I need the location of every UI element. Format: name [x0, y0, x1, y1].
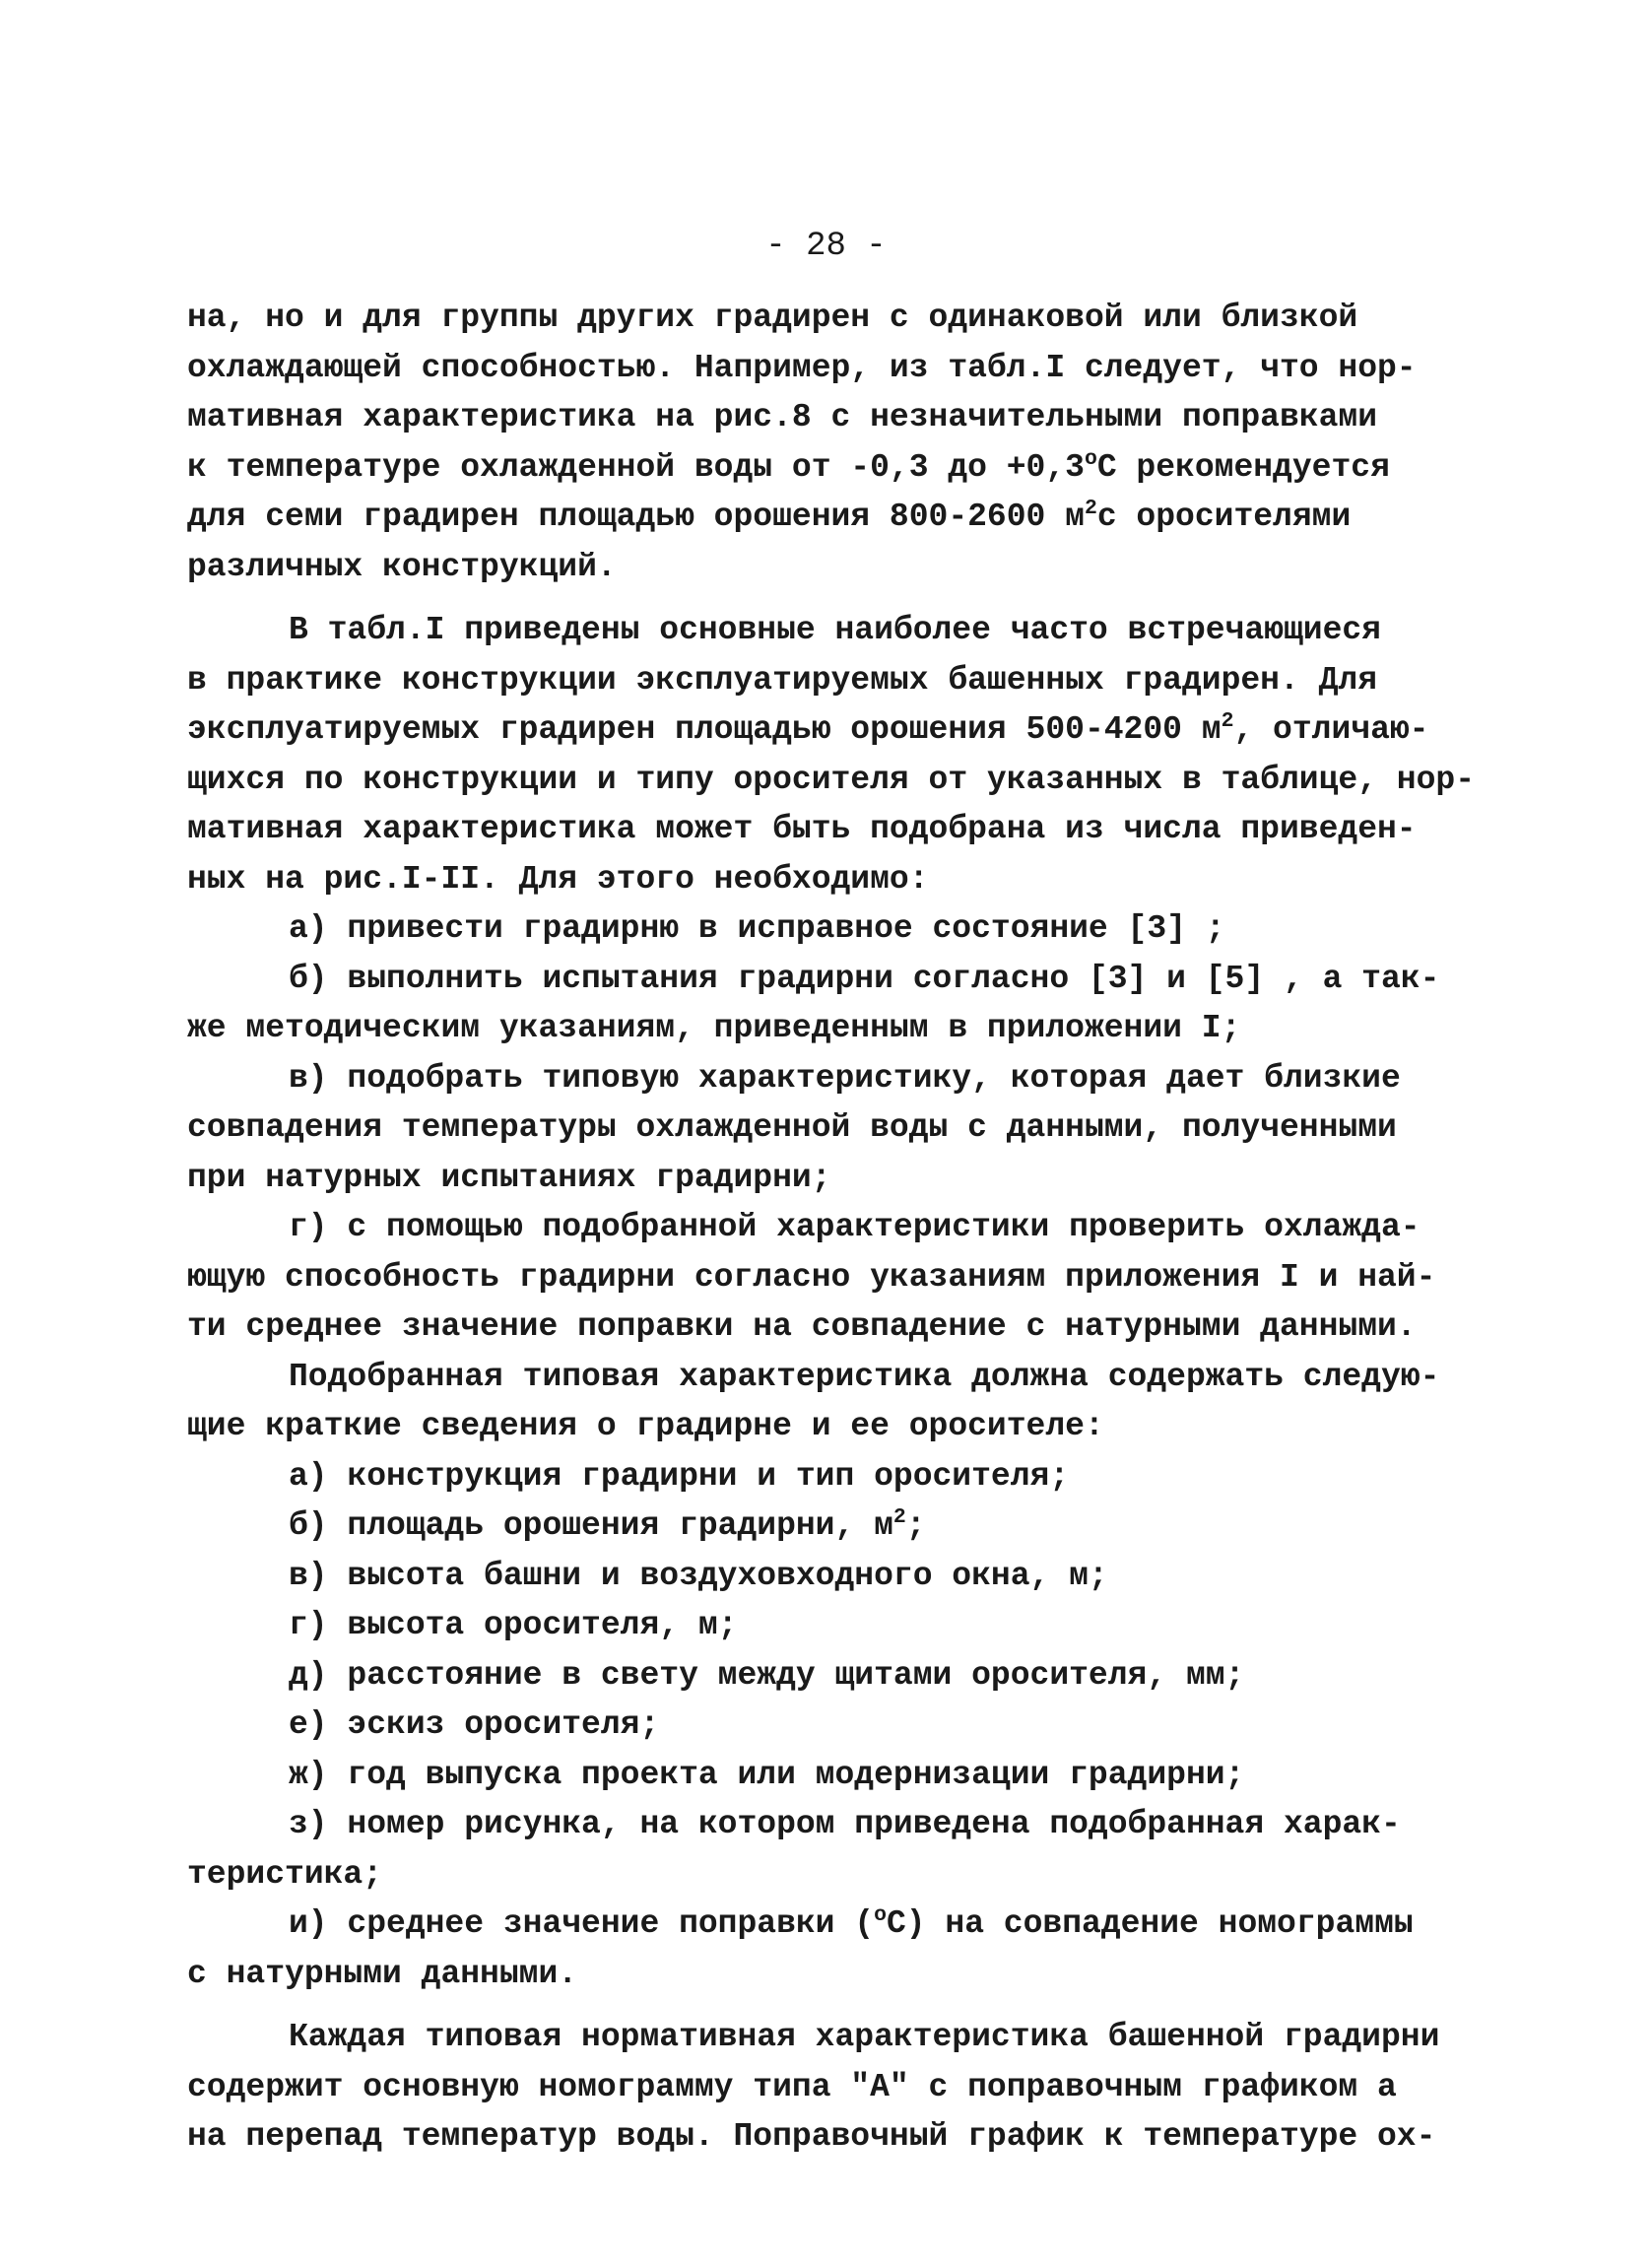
text-line-main: а) конструкция градирни и тип оросителя;: [289, 1457, 1070, 1495]
text-line: [187, 1402, 1537, 1452]
text-line-main: для семи градирен площадью орошения 800-2600 м: [187, 499, 1085, 535]
text-line: [187, 705, 1537, 756]
text-line-main: в) высота башни и воздуховходного окна, м;: [289, 1557, 1108, 1594]
text-line: [187, 1800, 1537, 1850]
text-line-main: мативная характеристика может быть подобрана из числа приведен-: [187, 811, 1417, 847]
text-line-main: различных конструкций.: [187, 548, 617, 585]
text-line-main: в практике конструкции эксплуатируемых башенных градирен. Для: [187, 661, 1377, 699]
body-text: [187, 294, 1537, 2163]
text-line: [187, 1601, 1537, 1651]
text-line: [187, 656, 1537, 706]
text-line-main: мативная характеристика на рис.8 с незначительными поправками: [187, 399, 1377, 435]
text-line: [187, 2063, 1537, 2113]
text-line-main: охлаждающей способностью. Например, из табл.I следует, что нор-: [187, 349, 1417, 386]
text-line-main: ющую способность градирни согласно указаниям приложения I и най-: [187, 1258, 1436, 1296]
text-line-main: ти среднее значение поправки на совпадение с натурными данными.: [187, 1308, 1417, 1345]
text-line: [187, 344, 1537, 394]
text-line-main: а) привести градирню в исправное состояние [3] ;: [289, 910, 1225, 947]
text-line-main: б) выполнить испытания градирни согласно [3] и [5] , а так-: [289, 960, 1440, 997]
text-line: [187, 1154, 1537, 1204]
text-line: [187, 393, 1537, 443]
text-line-main: б) площадь орошения градирни, м: [289, 1507, 893, 1544]
text-line: [187, 2013, 1537, 2063]
superscript: 2: [1084, 497, 1097, 521]
text-line-main: е) эскиз оросителя;: [289, 1706, 660, 1743]
text-line: [187, 1054, 1537, 1104]
text-line: [187, 543, 1537, 593]
text-line: [187, 1950, 1537, 2000]
text-line: [187, 1900, 1537, 1950]
text-line-main: з) номер рисунка, на котором приведена подобранная харак-: [289, 1806, 1401, 1842]
text-line-main: совпадения температуры охлажденной воды с данными, полученными: [187, 1109, 1397, 1146]
text-line: [187, 1253, 1537, 1303]
text-line: [187, 1552, 1537, 1602]
text-line-tail: с оросителями: [1096, 499, 1352, 535]
superscript: 2: [1221, 709, 1234, 734]
text-line: [187, 955, 1537, 1005]
text-line-main: эксплуатируемых градирен площадью орошения 500-4200 м: [187, 711, 1222, 748]
text-line: [187, 493, 1537, 543]
text-line: [187, 1751, 1537, 1801]
text-line: [187, 904, 1537, 955]
text-line: [187, 294, 1537, 344]
text-line-main: щихся по конструкции и типу оросителя от указанных в таблице, нор-: [187, 761, 1476, 798]
text-line-main: ж) год выпуска проекта или модернизации градирни;: [289, 1756, 1245, 1793]
text-line-main: на, но и для группы других градирен с одинаковой или близкой: [187, 300, 1358, 336]
text-line-main: же методическим указаниям, приведенным в приложении I;: [187, 1010, 1241, 1046]
text-line-main: к температуре охлажденной воды от -0,3 до +0,3: [187, 448, 1085, 486]
text-line: [187, 1501, 1537, 1552]
text-line-main: с натурными данными.: [187, 1955, 578, 1992]
text-line: [187, 1850, 1537, 1901]
text-line: [187, 1701, 1537, 1751]
text-line-main: щие краткие сведения о градирне и ее оросителе:: [187, 1408, 1104, 1444]
text-line-main: Каждая типовая нормативная характеристика башенной градирни: [289, 2019, 1440, 2055]
superscript: o: [1084, 446, 1097, 471]
text-line-tail: , отличаю-: [1233, 711, 1429, 748]
text-line: [187, 1651, 1537, 1701]
superscript: 2: [892, 1505, 906, 1530]
text-line-main: на перепад температур воды. Поправочный график к температуре ох-: [187, 2118, 1436, 2155]
text-line: [187, 1203, 1537, 1253]
text-line: [187, 1452, 1537, 1502]
page-number: - 28 -: [765, 228, 887, 265]
paragraph-gap: [187, 1999, 1537, 2013]
superscript: o: [874, 1903, 887, 1928]
text-line: [187, 2112, 1537, 2163]
text-line: [187, 1004, 1537, 1054]
text-line-main: содержит основную номограмму типа "A" с поправочным графиком а: [187, 2068, 1397, 2105]
text-line: [187, 1353, 1537, 1403]
text-line-main: г) высота оросителя, м;: [289, 1607, 738, 1643]
text-line-tail: С) на совпадение номограммы: [886, 1905, 1414, 1942]
text-line-main: теристика;: [187, 1855, 383, 1893]
text-line: [187, 756, 1537, 806]
text-line: [187, 855, 1537, 905]
paragraph-gap: [187, 592, 1537, 606]
text-line-main: д) расстояние в свету между щитами оросителя, мм;: [289, 1656, 1245, 1694]
text-line: [187, 443, 1537, 494]
text-line-main: в) подобрать типовую характеристику, которая дает близкие: [289, 1059, 1401, 1097]
text-line-main: при натурных испытаниях градирни;: [187, 1159, 831, 1196]
text-line: [187, 1103, 1537, 1154]
text-line-main: г) с помощью подобранной характеристики проверить охлажда-: [289, 1209, 1421, 1245]
text-line-tail: ;: [905, 1507, 926, 1544]
text-line-tail: С рекомендуется: [1096, 448, 1390, 486]
text-line-main: и) среднее значение поправки (: [289, 1905, 875, 1942]
text-line: [187, 606, 1537, 656]
text-line: [187, 805, 1537, 855]
text-line-main: ных на рис.I-II. Для этого необходимо:: [187, 860, 929, 898]
text-line-main: Подобранная типовая характеристика должна содержать следую-: [289, 1358, 1440, 1395]
text-line-main: В табл.I приведены основные наиболее часто встречающиеся: [289, 612, 1381, 648]
text-line: [187, 1302, 1537, 1353]
